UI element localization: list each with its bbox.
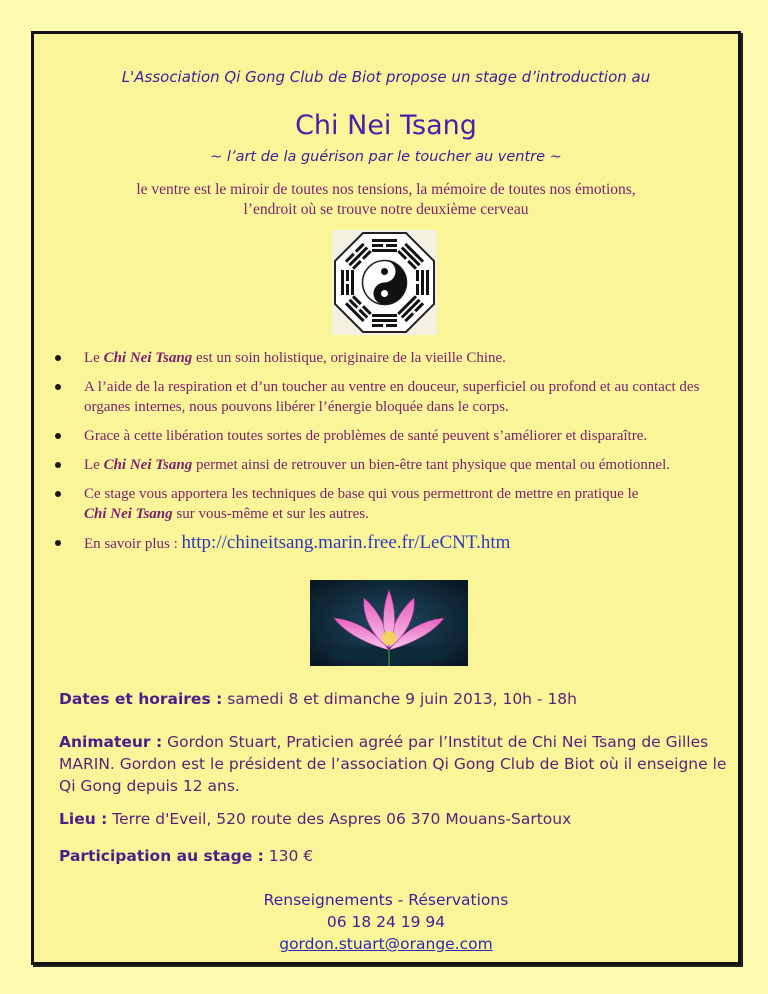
list-item: Ce stage vous apportera les techniques de base qui vous permettront de mettre en pratique le Chi Nei Tsang sur vous-même et sur les autres. bbox=[50, 484, 730, 524]
list-item: Le Chi Nei Tsang est un soin holistique, originaire de la vieille Chine. bbox=[50, 348, 730, 368]
bullet-icon bbox=[55, 355, 61, 361]
bullet-icon bbox=[55, 540, 61, 546]
lotus-flower-image bbox=[310, 580, 468, 666]
contact-heading: Renseignements - Réservations bbox=[263, 891, 509, 909]
animateur-value: Gordon Stuart, Praticien agréé par l’Institut de Chi Nei Tsang de Gilles MARIN. Gordon est le président de l’association Qi Gong Club de Biot où il enseigne le Qi Gong depuis 12 ans. bbox=[59, 733, 727, 795]
lieu-row bbox=[59, 808, 729, 830]
list-item: Grace à cette libération toutes sortes de problèmes de santé peuvent s’améliorer et disparaître. bbox=[50, 426, 730, 446]
animateur-row bbox=[59, 731, 729, 797]
bullet-list bbox=[50, 348, 730, 563]
website-link[interactable]: http://chineitsang.marin.free.fr/LeCNT.htm bbox=[181, 532, 511, 553]
prix-label: Participation au stage : bbox=[59, 847, 264, 865]
yin-yang-bagua-icon bbox=[332, 230, 437, 335]
prix-row bbox=[59, 845, 729, 867]
contact-email-link[interactable]: gordon.stuart@orange.com bbox=[279, 935, 493, 953]
tagline-line-1: le ventre est le miroir de toutes nos tensions, la mémoire de toutes nos émotions, bbox=[136, 181, 636, 198]
bullet-icon bbox=[55, 384, 61, 390]
animateur-label: Animateur : bbox=[59, 733, 163, 751]
list-item: A l’aide de la respiration et d’un toucher au ventre en douceur, superficiel ou profond et au contact des organes internes, nous pouvons libérer l’énergie bloquée dans le corps. bbox=[50, 377, 730, 417]
bullet-icon bbox=[55, 491, 61, 497]
intro-text: L'Association Qi Gong Club de Biot propose un stage d’introduction au bbox=[121, 68, 651, 86]
tagline-line-2: l’endroit où se trouve notre deuxième cerveau bbox=[243, 201, 529, 218]
prix-value: 130 € bbox=[263, 847, 314, 865]
lieu-value: Terre d'Eveil, 520 route des Aspres 06 370 Mouans-Sartoux bbox=[107, 810, 572, 828]
subtitle: ~ l’art de la guérison par le toucher au ventre ~ bbox=[210, 149, 562, 165]
list-item: Le Chi Nei Tsang permet ainsi de retrouver un bien-être tant physique que mental ou émotionnel. bbox=[50, 455, 730, 475]
dates-value: samedi 8 et dimanche 9 juin 2013, 10h - 18h bbox=[222, 690, 577, 708]
bullet-icon bbox=[55, 433, 61, 439]
contact-block bbox=[34, 889, 738, 955]
dates-row bbox=[59, 688, 729, 710]
dates-label: Dates et horaires : bbox=[59, 690, 223, 708]
flyer-frame bbox=[31, 31, 741, 965]
list-item: En savoir plus : http://chineitsang.marin.free.fr/LeCNT.htm bbox=[50, 533, 730, 554]
page-title: Chi Nei Tsang bbox=[295, 110, 477, 141]
contact-phone: 06 18 24 19 94 bbox=[326, 913, 446, 931]
tagline bbox=[34, 180, 738, 220]
lieu-label: Lieu : bbox=[59, 810, 108, 828]
bullet-icon bbox=[55, 462, 61, 468]
